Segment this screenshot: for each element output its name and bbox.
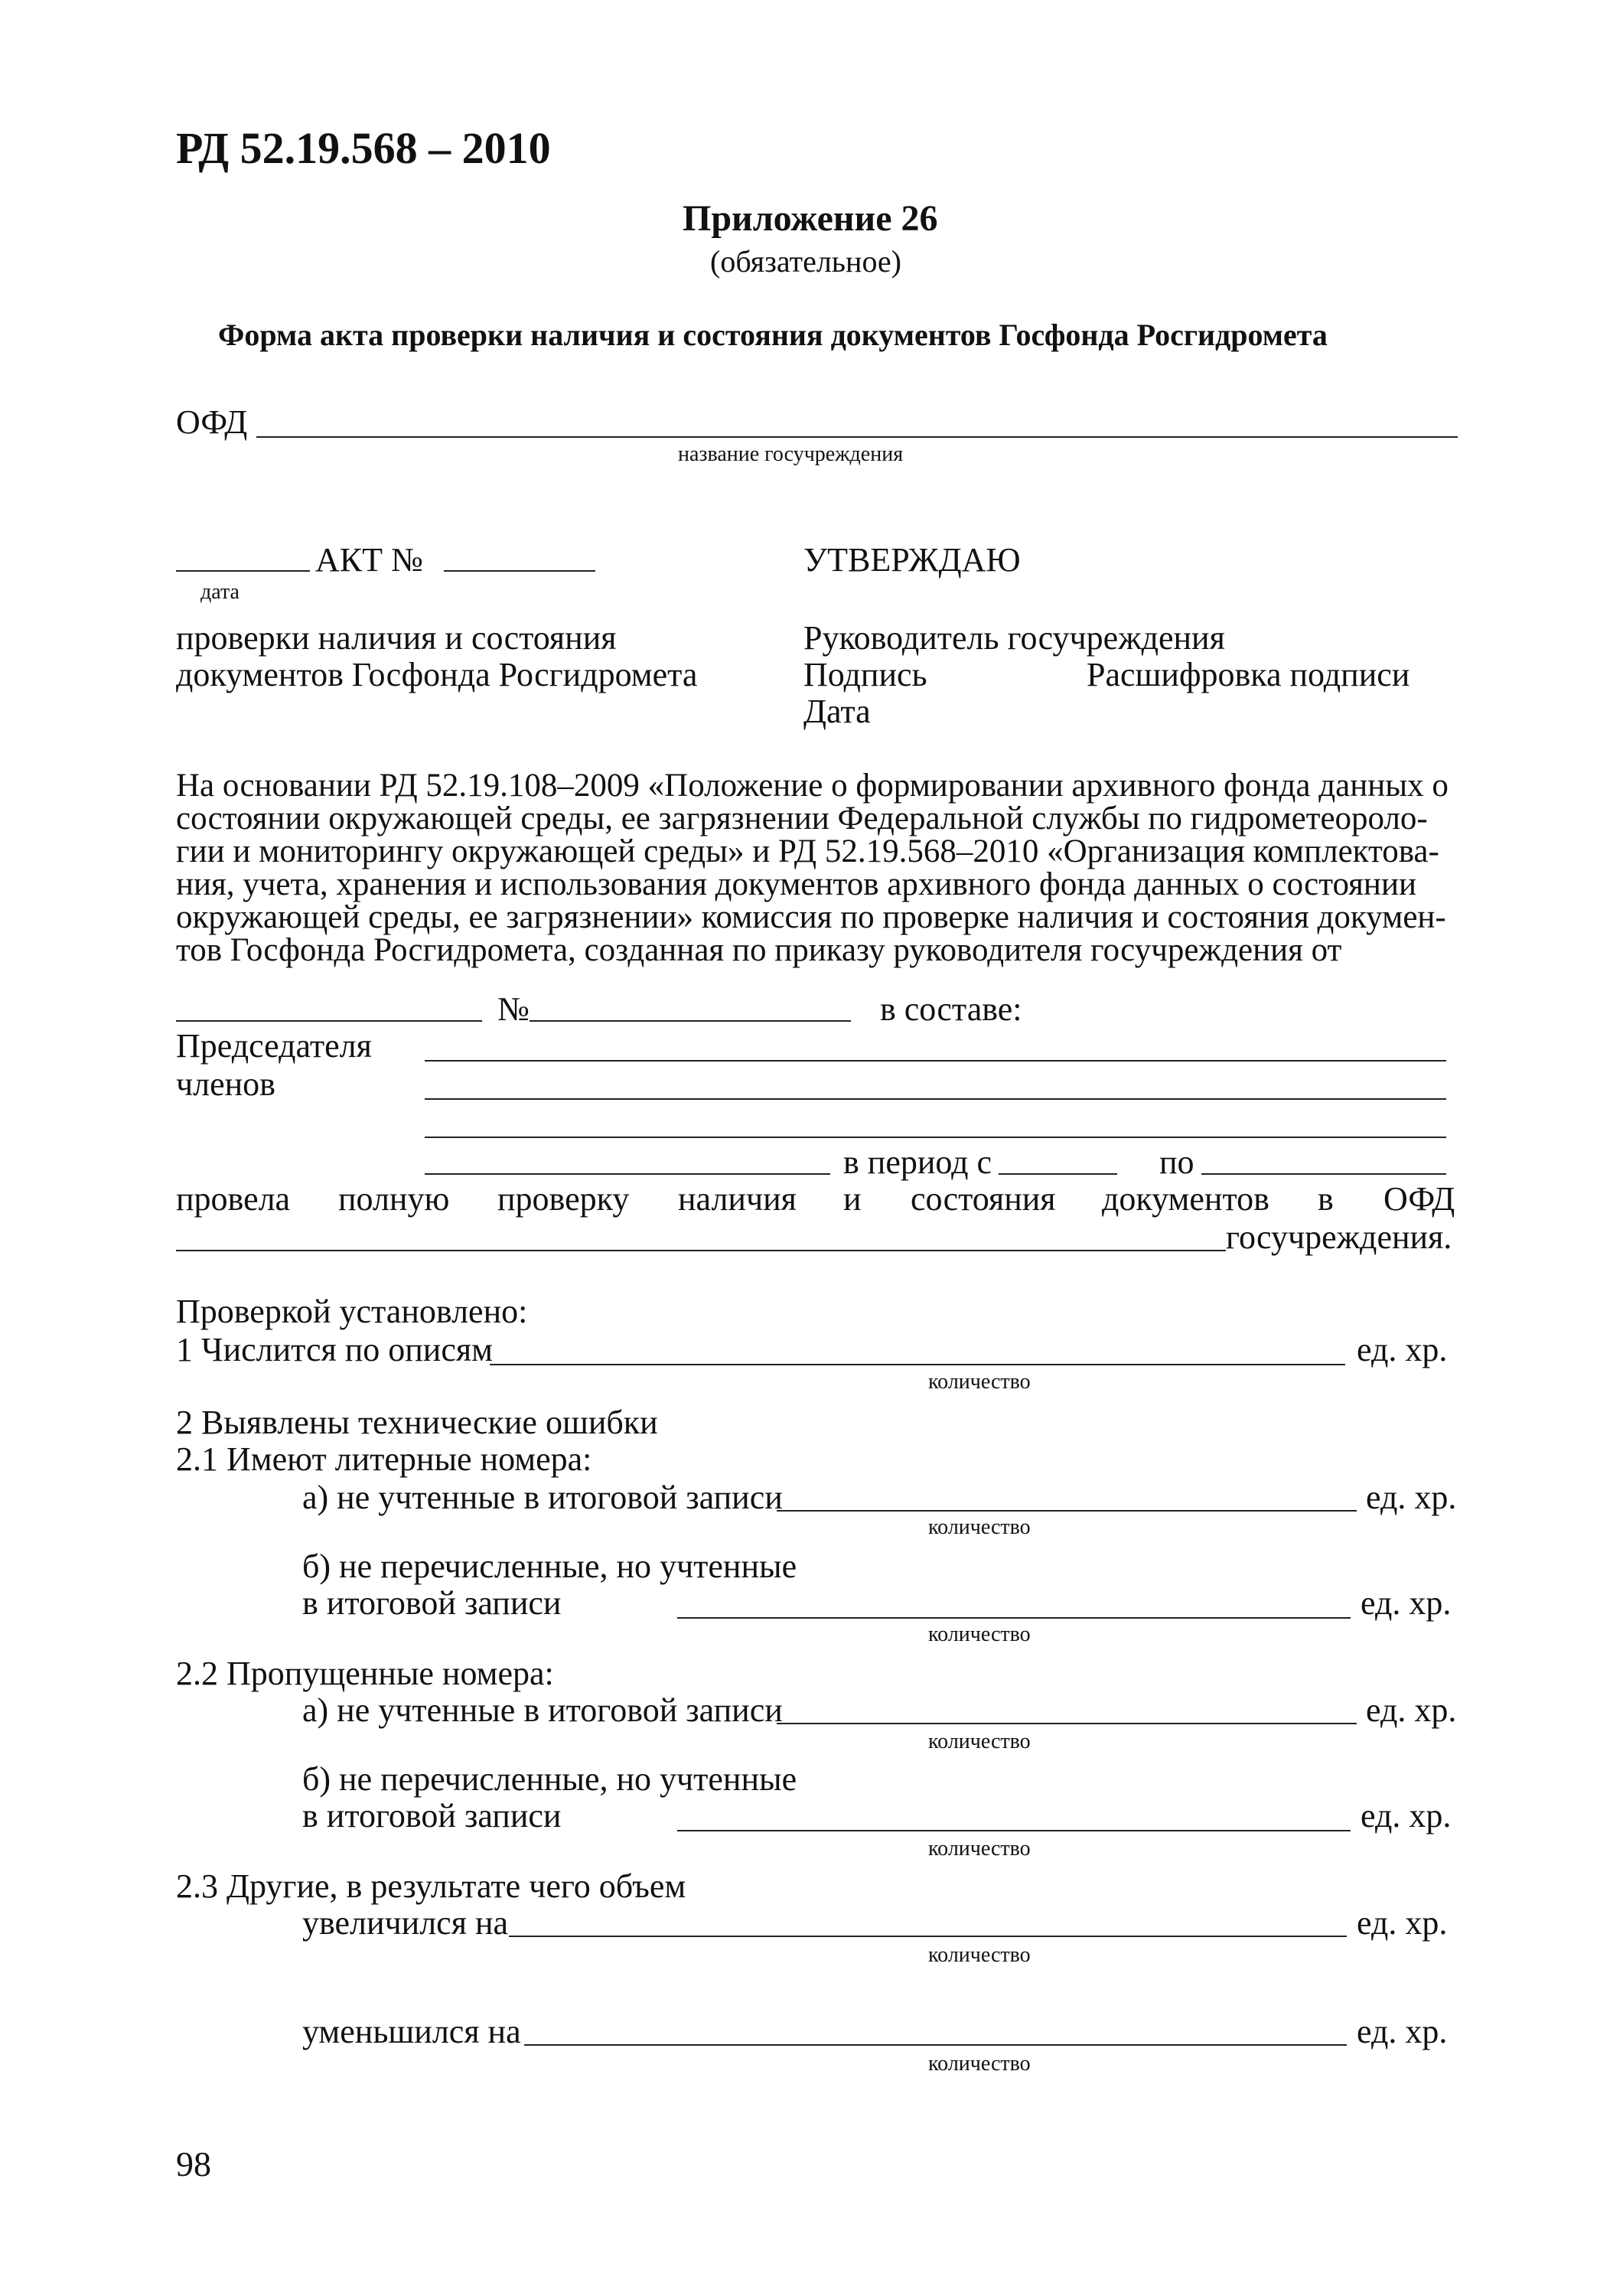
item22-label: 2.2 Пропущенные номера:: [176, 1655, 554, 1692]
ofd-label: ОФД: [176, 403, 248, 441]
composition-label: в составе:: [880, 990, 1022, 1028]
conducted-word: состояния: [911, 1180, 1056, 1218]
item1-label: 1 Числится по описям: [176, 1331, 493, 1368]
conducted-word: в: [1318, 1180, 1334, 1218]
intro-line: окружающей среды, ее загрязнении» комиссия по проверке наличия и состояния докумен-: [176, 899, 1446, 935]
conducted-word: и: [843, 1180, 862, 1218]
intro-line: гии и мониторингу окружающей среды» и РД 52.19.568–2010 «Организация комплектова-: [176, 833, 1439, 869]
findings-title: Проверкой установлено:: [176, 1293, 528, 1330]
decreased-qty-caption: количество: [928, 2052, 1031, 2076]
item22b-label-line1: б) не перечисленные, но учтенные: [302, 1760, 797, 1798]
act-number-field[interactable]: [444, 570, 595, 572]
approve-date: Дата: [803, 693, 871, 730]
period-from-label: в период с: [843, 1143, 992, 1181]
increased-unit: ед. хр.: [1357, 1904, 1448, 1942]
period-from-field[interactable]: [999, 1173, 1117, 1175]
page-number: 98: [176, 2144, 211, 2183]
increased-qty-caption: количество: [928, 1943, 1031, 1967]
act-date-caption: дата: [200, 580, 240, 604]
item22b-unit: ед. хр.: [1361, 1797, 1452, 1835]
item2-label: 2 Выявлены технические ошибки: [176, 1404, 658, 1441]
item21b-unit: ед. хр.: [1361, 1584, 1452, 1622]
act-description-line2: документов Госфонда Росгидромета: [176, 656, 698, 693]
item1-unit: ед. хр.: [1357, 1331, 1448, 1368]
item22a-qty-field[interactable]: [777, 1723, 1357, 1724]
appendix-title: Приложение 26: [683, 198, 938, 239]
item22a-unit: ед. хр.: [1366, 1691, 1457, 1729]
decreased-label: уменьшился на: [302, 2013, 521, 2050]
decreased-unit: ед. хр.: [1357, 2013, 1448, 2050]
order-number-field[interactable]: [530, 1020, 851, 1022]
act-number-label: АКТ №: [315, 541, 423, 579]
act-description-line1: проверки наличия и состояния: [176, 619, 617, 657]
increased-qty-field[interactable]: [509, 1936, 1347, 1937]
chairman-field[interactable]: [425, 1060, 1446, 1062]
item1-qty-field[interactable]: [490, 1364, 1345, 1365]
document-code: РД 52.19.568 – 2010: [176, 123, 551, 173]
item21a-qty-caption: количество: [928, 1515, 1031, 1539]
item22b-qty-caption: количество: [928, 1837, 1031, 1861]
intro-line: На основании РД 52.19.108–2009 «Положение о формировании архивного фонда данных о: [176, 768, 1449, 804]
conducted-word: полную: [338, 1180, 450, 1218]
item21b-label-line2: в итоговой записи: [302, 1584, 562, 1622]
members-field-2[interactable]: [425, 1137, 1446, 1138]
conducted-word: наличия: [678, 1180, 797, 1218]
approve-title: УТВЕРЖДАЮ: [803, 541, 1021, 579]
intro-line: состоянии окружающей среды, ее загрязнении Федеральной службы по гидрометеороло-: [176, 801, 1428, 837]
appendix-mandatory: (обязательное): [710, 244, 901, 279]
period-to-label: по: [1159, 1143, 1194, 1181]
order-number-sign: №: [497, 990, 530, 1028]
item21a-unit: ед. хр.: [1366, 1479, 1457, 1516]
approve-signature: Подпись: [803, 656, 927, 693]
conducted-word: документов: [1102, 1180, 1269, 1218]
item1-qty-caption: количество: [928, 1370, 1031, 1394]
conducted-word: провела: [176, 1180, 291, 1218]
intro-line: тов Госфонда Росгидромета, созданная по приказу руководителя госучреждения от: [176, 932, 1342, 968]
approve-signature-decode: Расшифровка подписи: [1087, 656, 1410, 693]
members-label: членов: [176, 1065, 275, 1103]
chairman-label: Председателя: [176, 1027, 372, 1065]
institution-name-field[interactable]: [256, 436, 1458, 438]
item21b-label-line1: б) не перечисленные, но учтенные: [302, 1548, 797, 1585]
members-field-1[interactable]: [425, 1098, 1446, 1100]
item21a-label: а) не учтенные в итоговой записи: [302, 1479, 783, 1516]
item22a-label: а) не учтенные в итоговой записи: [302, 1691, 783, 1729]
ofd-institution-field[interactable]: [176, 1250, 1226, 1251]
item21-label: 2.1 Имеют литерные номера:: [176, 1440, 592, 1478]
item23-label: 2.3 Другие, в результате чего объем: [176, 1867, 686, 1905]
approve-head: Руководитель госучреждения: [803, 619, 1225, 657]
item22a-qty-caption: количество: [928, 1730, 1031, 1753]
intro-line: ния, учета, хранения и использования документов архивного фонда данных о состоянии: [176, 866, 1416, 902]
decreased-qty-field[interactable]: [524, 2044, 1347, 2046]
increased-label: увеличился на: [302, 1904, 509, 1942]
intro-paragraph: [176, 769, 1458, 967]
form-title: Форма акта проверки наличия и состояния документов Госфонда Росгидромета: [218, 318, 1328, 352]
period-to-field[interactable]: [1201, 1173, 1446, 1175]
item21a-qty-field[interactable]: [777, 1510, 1357, 1512]
item21b-qty-caption: количество: [928, 1623, 1031, 1646]
act-date-field[interactable]: [176, 570, 310, 572]
conducted-word: ОФД: [1383, 1180, 1455, 1218]
item22b-label-line2: в итоговой записи: [302, 1797, 562, 1835]
conducted-word: проверку: [497, 1180, 630, 1218]
item21b-qty-field[interactable]: [677, 1617, 1351, 1619]
members-field-3[interactable]: [425, 1173, 830, 1175]
order-date-field[interactable]: [176, 1020, 482, 1022]
institution-name-caption: название госучреждения: [678, 442, 904, 466]
item22b-qty-field[interactable]: [677, 1830, 1351, 1831]
institution-end: госучреждения.: [1226, 1218, 1452, 1256]
